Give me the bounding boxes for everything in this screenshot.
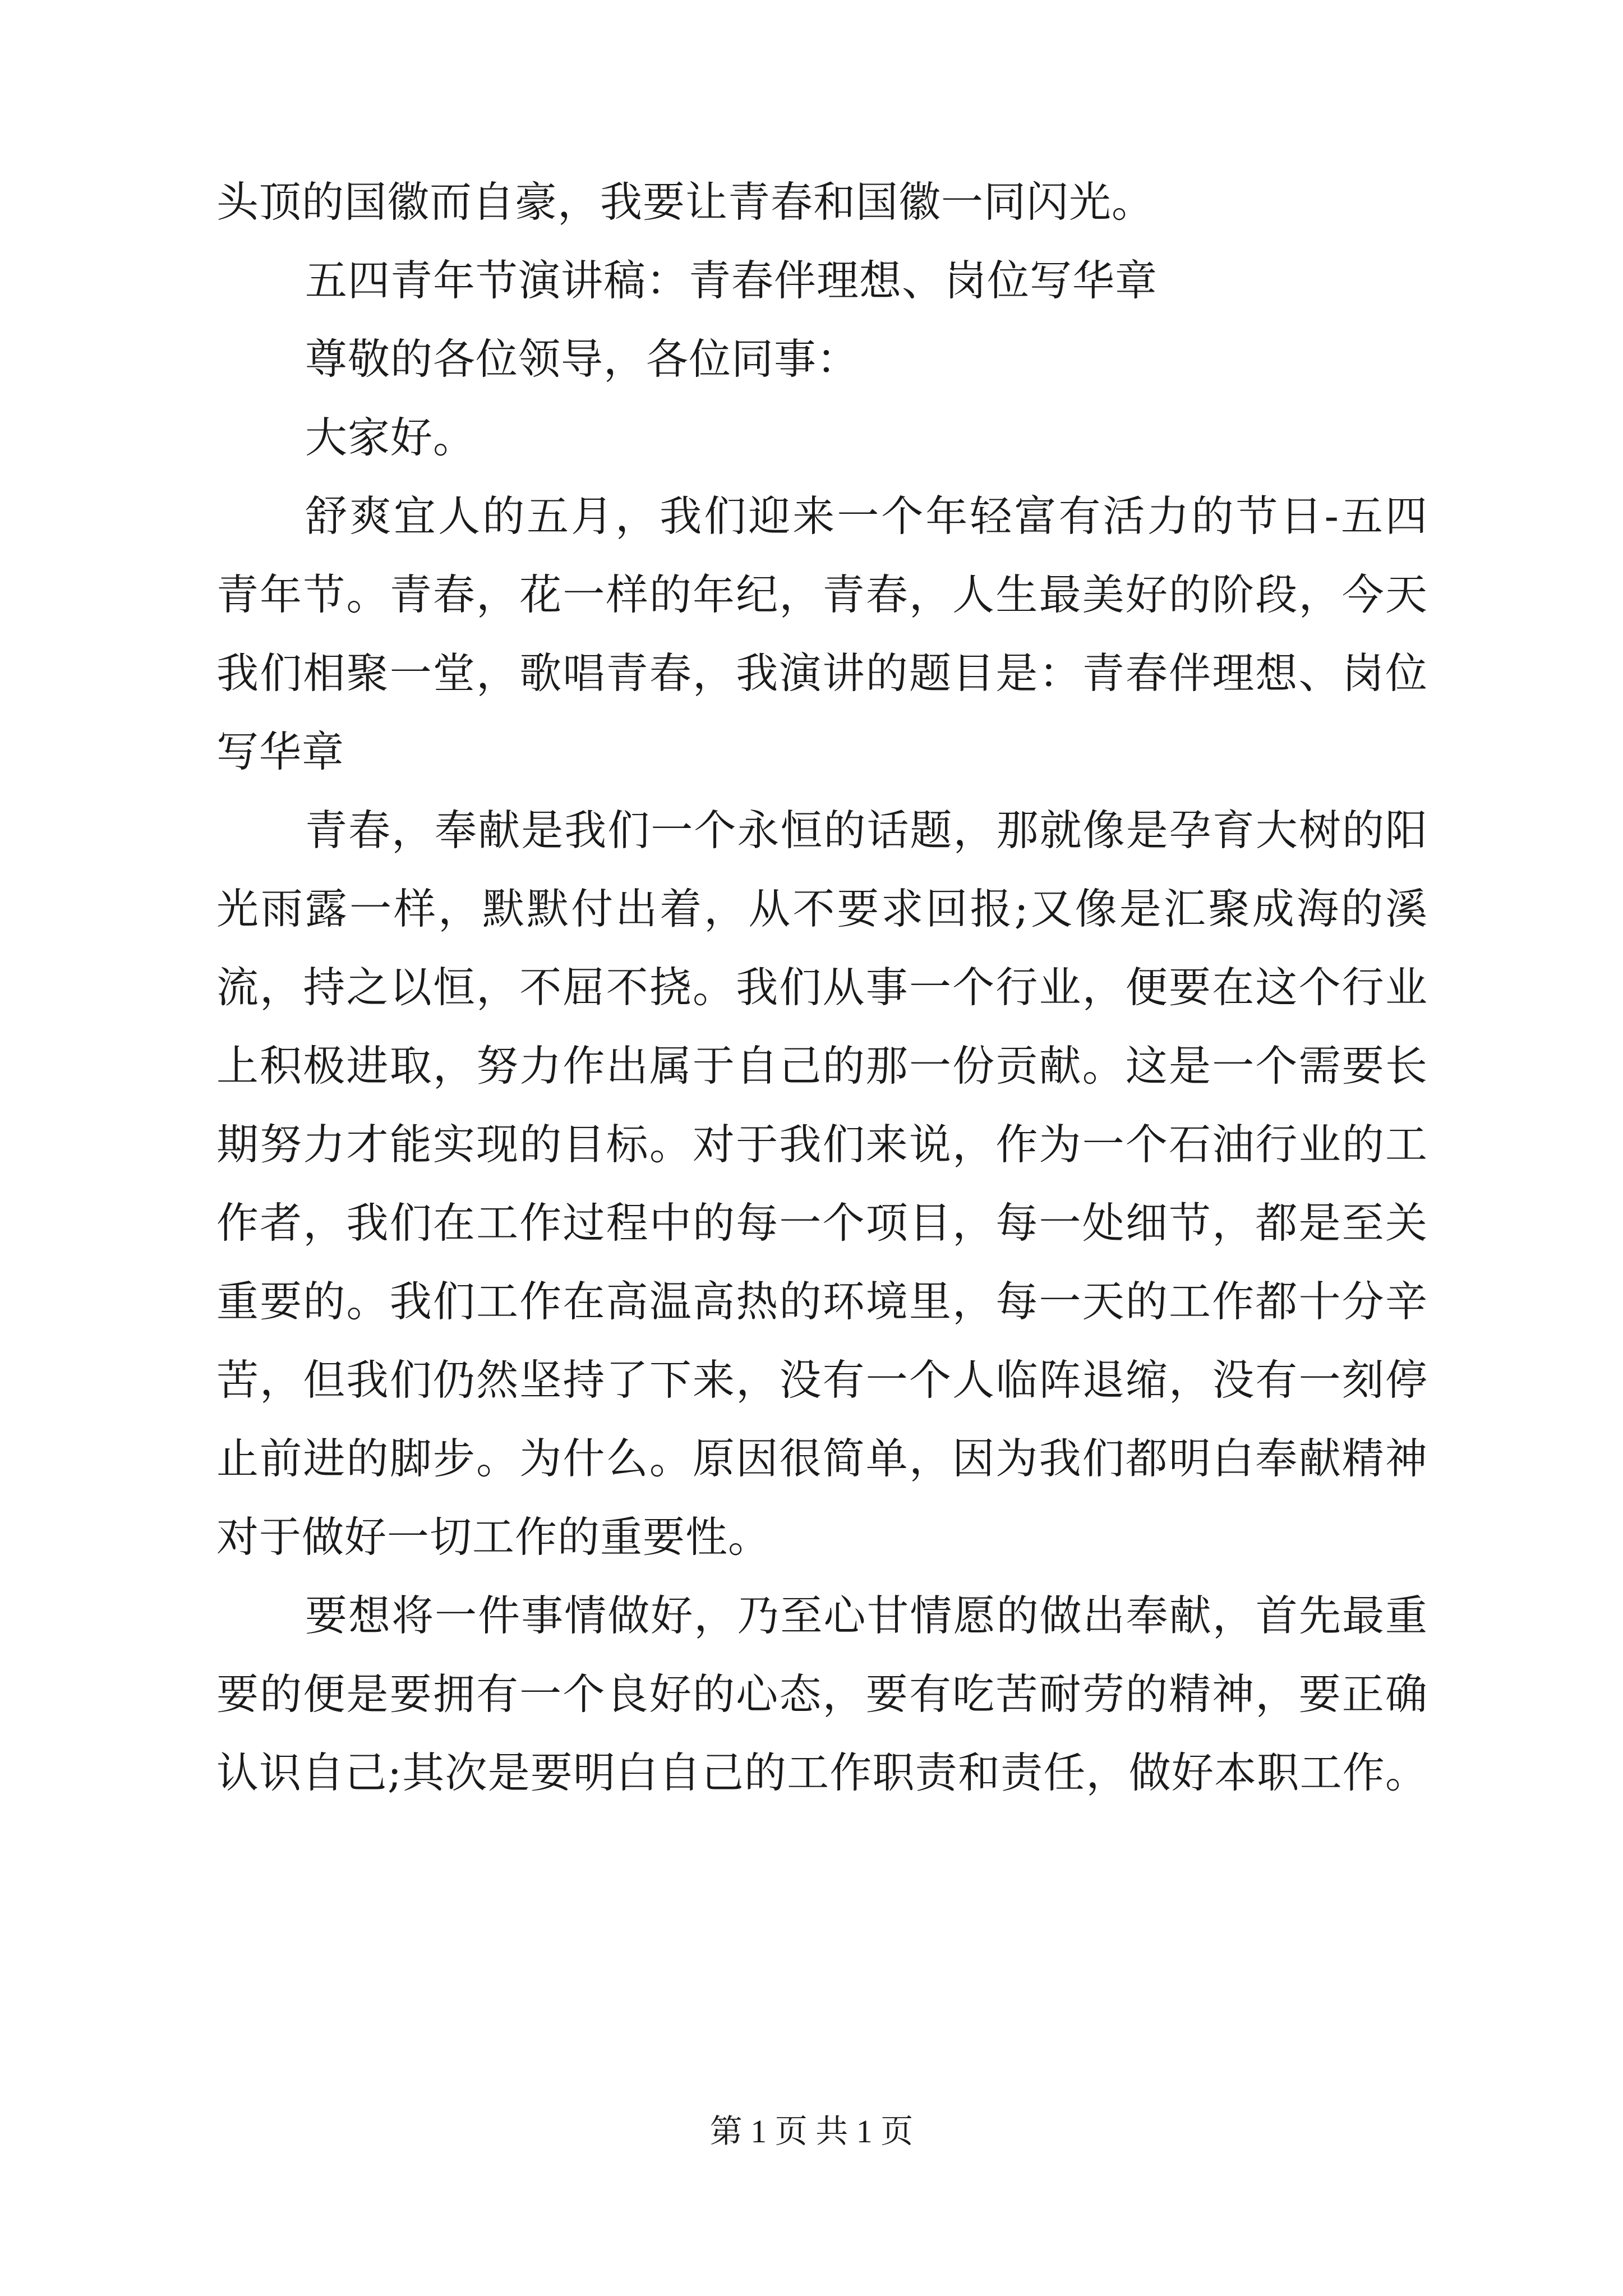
page-footer: 第 1 页 共 1 页 — [709, 2113, 914, 2150]
text-line: 作者，我们在工作过程中的每一个项目，每一处细节，都是至关 — [216, 1198, 1428, 1248]
speech-title: 五四青年节演讲稿：青春伴理想、岗位写华章 — [305, 256, 1158, 305]
text-line: 写华章 — [216, 727, 345, 776]
text-line: 舒爽宜人的五月，我们迎来一个年轻富有活力的节日-五四 — [305, 491, 1428, 541]
text-line: 认识自己;其次是要明白自己的工作职责和责任，做好本职工作。 — [216, 1748, 1428, 1797]
text-line: 头顶的国徽而自豪，我要让青春和国徽一同闪光。 — [216, 177, 1155, 227]
greeting: 大家好。 — [305, 413, 476, 462]
text-line: 光雨露一样，默默付出着，从不要求回报;又像是汇聚成海的溪 — [216, 884, 1428, 933]
text-line: 上积极进取，努力作出属于自己的那一份贡献。这是一个需要长 — [216, 1041, 1428, 1091]
text-line: 重要的。我们工作在高温高热的环境里，每一天的工作都十分辛 — [216, 1277, 1428, 1326]
text-line: 止前进的脚步。为什么。原因很简单，因为我们都明白奉献精神 — [216, 1434, 1428, 1483]
text-line: 对于做好一切工作的重要性。 — [216, 1512, 771, 1562]
text-line: 我们相聚一堂，歌唱青春，我演讲的题目是：青春伴理想、岗位 — [216, 648, 1428, 698]
text-line: 苦，但我们仍然坚持了下来，没有一个人临阵退缩，没有一刻停 — [216, 1355, 1428, 1405]
text-line: 要想将一件事情做好，乃至心甘情愿的做出奉献，首先最重 — [305, 1591, 1428, 1640]
text-line: 要的便是要拥有一个良好的心态，要有吃苦耐劳的精神，要正确 — [216, 1669, 1428, 1719]
text-line: 青春，奉献是我们一个永恒的话题，那就像是孕育大树的阳 — [305, 806, 1428, 855]
text-line: 流，持之以恒，不屈不挠。我们从事一个行业，便要在这个行业 — [216, 963, 1428, 1012]
text-line: 期努力才能实现的目标。对于我们来说，作为一个石油行业的工 — [216, 1120, 1428, 1169]
salutation: 尊敬的各位领导，各位同事： — [305, 334, 860, 384]
text-line: 青年节。青春，花一样的年纪，青春，人生最美好的阶段，今天 — [216, 570, 1428, 619]
